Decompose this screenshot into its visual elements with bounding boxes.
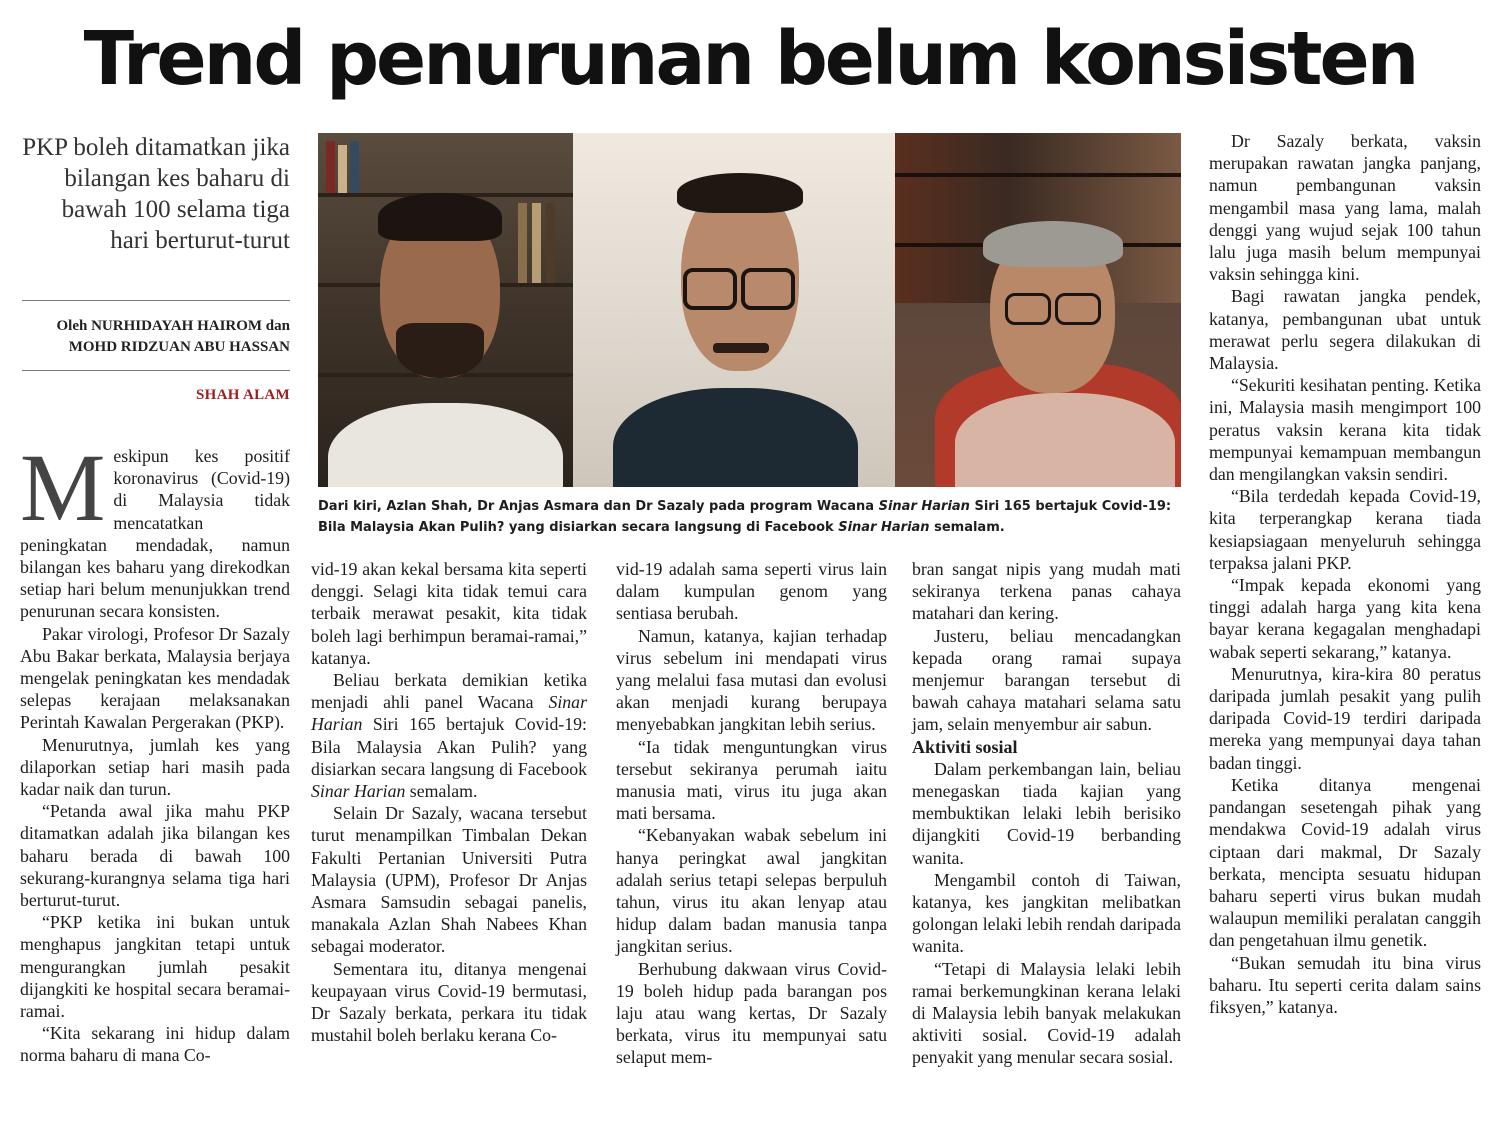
photo-caption: [318, 496, 1181, 538]
article-column-2: [311, 558, 587, 1046]
paragraph: “Ia tidak menguntungkan virus tersebut sekiranya perumah iaitu manusia mati, virus itu juga akan mati bersama.: [616, 736, 887, 824]
paragraph: “Kebanyakan wabak sebelum ini hanya peringkat awal jangkitan adalah serius tetapi selepas berpuluh tahun, virus itu akan lenyap atau hidup dalam badan manusia tanpa jangkitan serius.: [616, 825, 887, 957]
paragraph: eskipun kes positif koronavirus (Covid-19) di Malaysia tidak mencatatkan peningkatan mendadak, namun bilangan kes baharu yang direkodkan setiap hari belum menunjukkan trend penurunan secara konsisten.: [20, 446, 290, 622]
paragraph: “PKP ketika ini bukan untuk menghapus jangkitan tetapi untuk mengurangkan jumlah pesakit dijangkiti ke hospital secara beramai-ramai.: [20, 912, 290, 1022]
paragraph: Justeru, beliau mencadangkan kepada orang ramai supaya menjemur barangan tersebut di bawah cahaya matahari selama satu jam, selain menyembur air sabun.: [912, 625, 1181, 735]
paragraph: Berhubung dakwaan virus Covid-19 boleh hidup pada barangan pos laju atau wang kertas, Dr Sazaly berkata, virus itu mempunyai satu selaput mem-: [616, 958, 887, 1068]
paragraph: Selain Dr Sazaly, wacana tersebut turut menampilkan Timbalan Dekan Fakulti Pertanian Universiti Putra Malaysia (UPM), Profesor Dr Anjas Asmara Samsudin sebagai panelis, manakala Azlan Shah Nabees Khan sebagai moderator.: [311, 803, 587, 957]
paragraph: Menurutnya, kira-kira 80 peratus daripada jumlah pesakit yang pulih daripada Covid-19 terdiri daripada mereka yang mempunyai daya tahan badan tinggi.: [1209, 663, 1481, 773]
article-column-1: [20, 434, 290, 1067]
drop-cap: M: [20, 434, 106, 541]
article-column-4: [912, 558, 1181, 1069]
paragraph: Beliau berkata demikian ketika menjadi ahli panel Wacana Sinar Harian Siri 165 bertajuk Covid-19: Bila Malaysia Akan Pulih? yang disiarkan secara langsung di Facebook Sinar Harian semalam.: [311, 670, 587, 802]
paragraph: vid-19 adalah sama seperti virus lain dalam kumpulan genom yang sentiasa berubah.: [616, 559, 887, 624]
subheadline-deck: PKP boleh ditamatkan jika bilangan kes baharu di bawah 100 selama tiga hari berturut-turut: [22, 134, 290, 254]
byline-line-1: Oleh NURHIDAYAH HAIROM dan: [56, 318, 290, 334]
paragraph: Mengambil contoh di Taiwan, katanya, kes jangkitan melibatkan golongan lelaki lebih rendah daripada wanita.: [912, 869, 1181, 957]
dateline: SHAH ALAM: [196, 387, 290, 403]
byline-top-rule: [22, 300, 290, 301]
article-column-3: [616, 558, 887, 1069]
paragraph: Bagi rawatan jangka pendek, katanya, pembangunan ubat untuk merawat perlu segera dilakukan di Malaysia.: [1209, 286, 1481, 374]
paragraph: vid-19 akan kekal bersama kita seperti denggi. Selagi kita tidak temui cara terbaik merawat pesakit, kita tidak boleh lagi berhimpun beramai-ramai,” katanya.: [311, 559, 587, 668]
headline: Trend penurunan belum konsisten: [83, 16, 1417, 102]
paragraph: Ketika ditanya mengenai pandangan sesetengah pihak yang mendakwa Covid-19 adalah virus ciptaan dari makmal, Dr Sazaly berkata, mencipta sesuatu hidupan baharu seperti virus bukan mudah walaupun memiliki peralatan canggih dan pengetahuan ilmu genetik.: [1209, 774, 1481, 951]
byline-line-2: MOHD RIDZUAN ABU HASSAN: [68, 339, 290, 355]
paragraph: Pakar virologi, Profesor Dr Sazaly Abu Bakar berkata, Malaysia berjaya mengelak peningkatan kes mendadak selepas kerajaan melaksanakan Perintah Kawalan Pergerakan (PKP).: [20, 623, 290, 733]
caption-text: Dari kiri, Azlan Shah, Dr Anjas Asmara dan Dr Sazaly pada program Wacana: [318, 499, 879, 514]
paragraph: “Petanda awal jika mahu PKP ditamatkan adalah jika bilangan kes baharu berada di bawah 100 sekurang-kurangnya selama tiga hari berturut-turut.: [20, 801, 290, 911]
photo-panel-azlan-shah: [318, 133, 573, 487]
article-column-5: [1209, 130, 1481, 1018]
paragraph: “Sekuriti kesihatan penting. Ketika ini, Malaysia masih mengimport 100 peratus vaksin kerana kita tidak mempunyai kemampuan membangun dan mengilangkan vaksin sendiri.: [1209, 375, 1481, 485]
paragraph: “Bukan semudah itu bina virus baharu. Itu seperti cerita dalam sains fiksyen,” katanya.: [1209, 952, 1481, 1017]
section-subhead: Aktiviti sosial: [912, 736, 1018, 757]
paragraph: “Kita sekarang ini hidup dalam norma baharu di mana Co-: [20, 1023, 290, 1066]
photo-panel-sazaly: [895, 133, 1181, 487]
byline-bottom-rule: [22, 370, 290, 371]
paragraph: Dalam perkembangan lain, beliau menegaskan tiada kajian yang membuktikan lelaki lebih berisiko dijangkiti Covid-19 berbanding wanita.: [912, 758, 1181, 868]
byline: [20, 316, 290, 358]
paragraph: “Tetapi di Malaysia lelaki lebih ramai berkemungkinan kerana lelaki di Malaysia lebih banyak melakukan aktiviti sosial. Covid-19 adalah penyakit yang menular secara sosial.: [912, 958, 1181, 1068]
caption-italic-1: Sinar Harian: [878, 499, 970, 514]
caption-text-2: Siri 165 bertajuk Covid-19: Bila Malaysia Akan Pulih? yang disiarkan secara langsung di Facebook: [318, 499, 1172, 535]
paragraph: “Bila terdedah kepada Covid-19, kita terperangkap kerana tiada kesiapsiagaan menyeluruh sehingga terpaksa jalani PKP.: [1209, 486, 1481, 573]
photo-panel-anjas-asmara: [573, 133, 895, 487]
paragraph: Namun, katanya, kajian terhadap virus sebelum ini mendapati virus yang melalui fasa mutasi dan evolusi akan menjadi kurang berupaya menyebabkan jangkitan lebih serius.: [616, 625, 887, 735]
caption-text-3: semalam.: [929, 520, 1005, 535]
caption-italic-2: Sinar Harian: [838, 520, 930, 535]
paragraph: Sementara itu, ditanya mengenai keupayaan virus Covid-19 bermutasi, Dr Sazaly berkata, perkara itu tidak mustahil boleh berlaku kerana Co-: [311, 958, 587, 1046]
paragraph: “Impak kepada ekonomi yang tinggi adalah harga yang kita kena bayar kerana kegagalan menghadapi wabak seperti sekarang,” katanya.: [1209, 575, 1481, 662]
paragraph: Menurutnya, jumlah kes yang dilaporkan setiap hari masih pada kadar naik dan turun.: [20, 734, 290, 800]
paragraph: bran sangat nipis yang mudah mati sekiranya terkena panas cahaya matahari dan kering.: [912, 559, 1181, 624]
paragraph: Dr Sazaly berkata, vaksin merupakan rawatan jangka panjang, namun pembangunan vaksin mengambil masa yang lama, malah denggi yang wujud sejak 100 tahun lalu juga masih belum mempunyai vaksin sehingga kini.: [1209, 131, 1481, 285]
news-photo: [318, 133, 1181, 487]
